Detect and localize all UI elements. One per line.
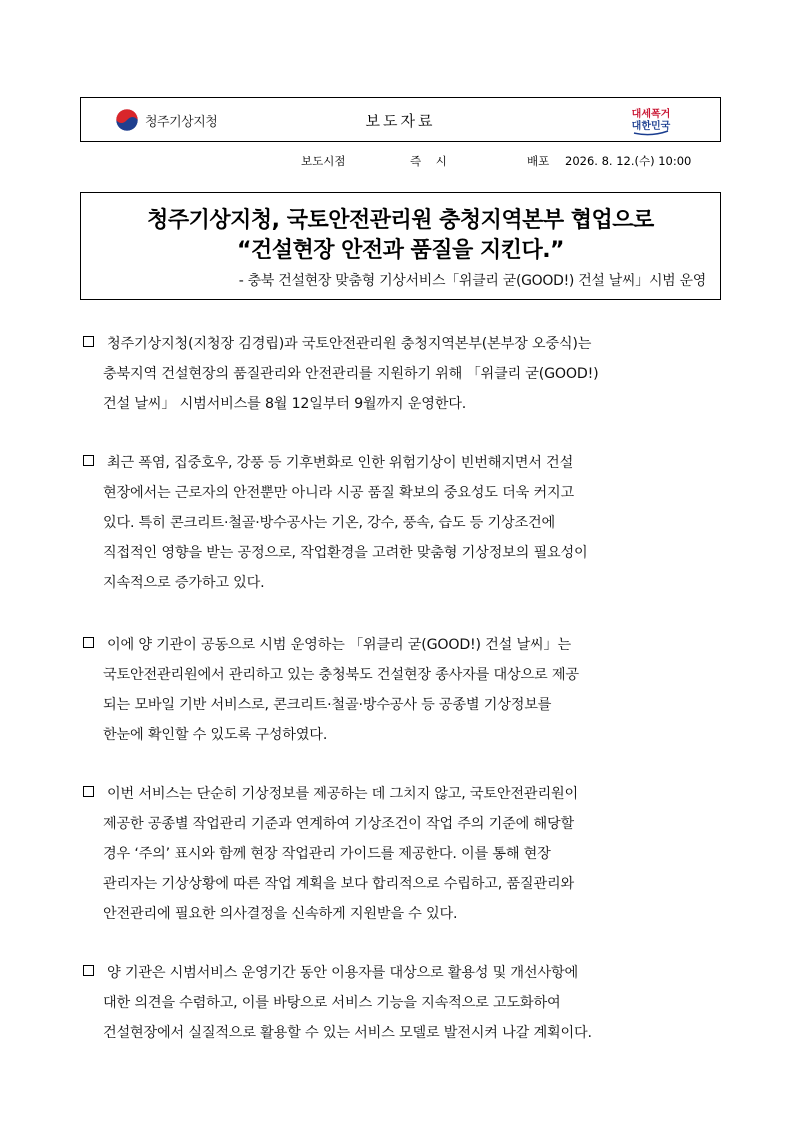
checkbox-bullet-icon (83, 455, 94, 466)
paragraph-line: 현장에서는 근로자의 안전뿐만 아니라 시공 품질 확보의 중요성도 더욱 커지고 (103, 485, 574, 501)
paragraph-line: 국토안전관리원에서 관리하고 있는 충청북도 건설현장 종사자를 대상으로 제공 (103, 667, 579, 683)
paragraph-line: 지속적으로 증가하고 있다. (103, 575, 265, 591)
checkbox-bullet-icon (83, 965, 94, 976)
paragraph-line: 직접적인 영향을 받는 공정으로, 작업환경을 고려한 맞춤형 기상정보의 필요성이 (103, 545, 588, 561)
paragraph-line: 안전관리에 필요한 의사결정을 신속하게 지원받을 수 있다. (103, 906, 458, 922)
slogan-logo (630, 104, 672, 136)
paragraph-line: 되는 모바일 기반 서비스로, 콘크리트·철골·방수공사 등 공종별 기상정보를 (103, 697, 552, 713)
paragraph-line: 한눈에 확인할 수 있도록 구성하였다. (103, 727, 328, 743)
paragraph-line: 대한 의견을 수렴하고, 이를 바탕으로 서비스 기능을 지속적으로 고도화하여 (103, 995, 561, 1011)
svg-text:대한민국: 대한민국 (631, 121, 671, 132)
checkbox-bullet-icon (83, 637, 94, 648)
paragraph-line: 최근 폭염, 집중호우, 강풍 등 기후변화로 인한 위험기상이 빈번해지면서 건설 (107, 455, 574, 471)
paragraph-line: 경우 ‘주의’ 표시와 함께 현장 작업관리 가이드를 제공한다. 이를 통해 현장 (103, 846, 551, 862)
headline-line-2: “건설현장 안전과 품질을 지킨다.” (236, 238, 565, 263)
svg-text:대세폭거: 대세폭거 (631, 109, 671, 120)
distribution-value: 2026. 8. 12.(수) 10:00 (565, 154, 692, 168)
paragraph-line: 충북지역 건설현장의 품질관리와 안전관리를 지원하기 위해 「위클리 굳(GOOD!) (103, 366, 599, 382)
headline-box (80, 192, 721, 300)
press-release-header (80, 97, 721, 142)
paragraph-line: 이에 양 기관이 공동으로 시범 운영하는 「위클리 굳(GOOD!) 건설 날씨」는 (107, 637, 572, 653)
korea-slogan-logo-icon (630, 104, 672, 136)
release-time-label: 보도시점 (301, 154, 346, 168)
paragraph-line: 이번 서비스는 단순히 기상정보를 제공하는 데 그치지 않고, 국토안전관리원이 (107, 786, 578, 802)
document-type-title: 보도자료 (365, 112, 436, 130)
paragraph-line: 청주기상지청(지청장 김경립)과 국토안전관리원 충청지역본부(본부장 오중식)는 (107, 336, 592, 352)
release-time-value: 즉 시 (410, 154, 447, 168)
agency-name: 청주기상지청 (145, 114, 218, 130)
paragraph-line: 관리자는 기상상황에 따른 작업 계획을 보다 합리적으로 수립하고, 품질관리와 (103, 876, 574, 892)
paragraph-line: 제공한 공종별 작업관리 기준과 연계하여 기상조건이 작업 주의 기준에 해당할 (103, 816, 574, 832)
headline-line-1: 청주기상지청, 국토안전관리원 충청지역본부 협업으로 (147, 208, 654, 233)
paragraph-line: 건설 날씨」 시범서비스를 8월 12일부터 9월까지 운영한다. (103, 396, 467, 412)
distribution-label: 배포 (527, 154, 550, 168)
paragraph-line: 양 기관은 시범서비스 운영기간 동안 이용자를 대상으로 활용성 및 개선사항에 (107, 965, 578, 981)
paragraph-line: 있다. 특히 콘크리트·철골·방수공사는 기온, 강수, 풍속, 습도 등 기상조건에 (103, 515, 555, 531)
checkbox-bullet-icon (83, 786, 94, 797)
checkbox-bullet-icon (83, 336, 94, 347)
headline-subtitle: - 충북 건설현장 맞춤형 기상서비스「위클리 굳(GOOD!) 건설 날씨」시범 운영 (238, 273, 706, 289)
paragraph-line: 건설현장에서 실질적으로 활용할 수 있는 서비스 모델로 발전시켜 나갈 계획이다. (103, 1025, 592, 1041)
